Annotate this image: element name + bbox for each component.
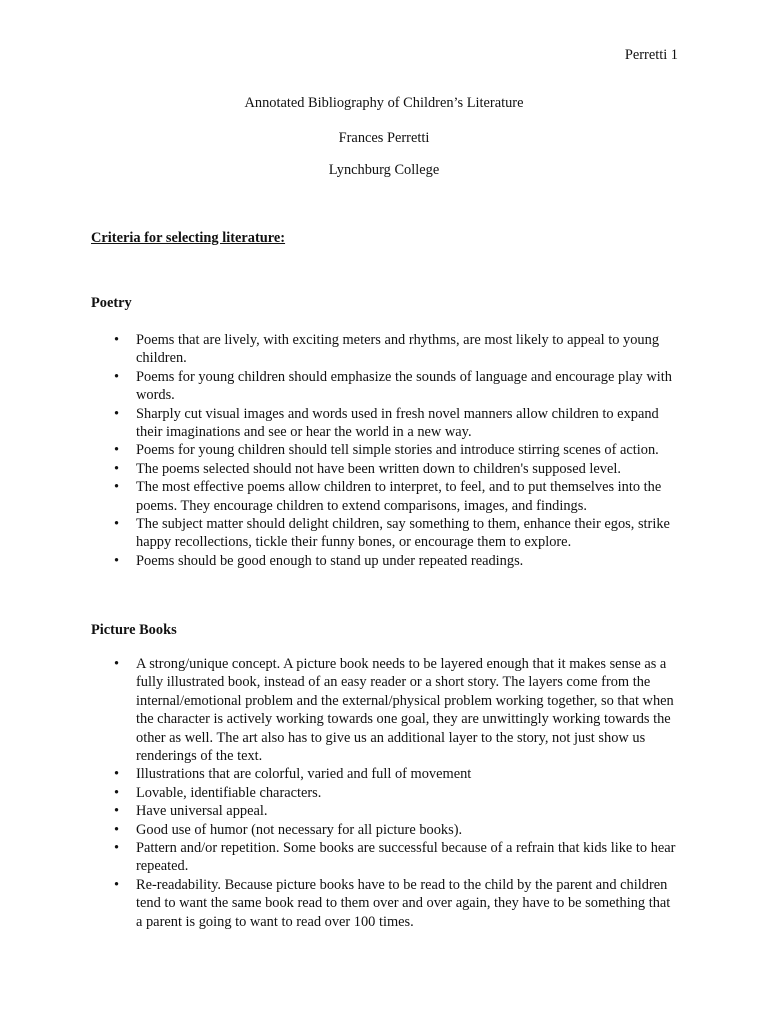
- bullet-icon: •: [114, 656, 120, 672]
- list-item: [0, 821, 768, 839]
- bullet-icon: •: [114, 766, 120, 783]
- bullet-icon: •: [114, 821, 120, 838]
- list-item-text: Good use of humor (not necessary for all picture books).: [136, 821, 463, 838]
- list-item: [0, 441, 768, 459]
- document-title: Annotated Bibliography of Children’s Literature: [244, 95, 524, 111]
- list-item: [0, 368, 768, 405]
- bullet-icon: •: [114, 840, 120, 857]
- list-item-text: Poems should be good enough to stand up under repeated readings.: [136, 552, 524, 569]
- list-item-text: Re-readability. Because picture books have to be read to the child by the parent and children tend to want the same book read to them over and over again, they have to be something that a parent is going to want to read over 100 times.: [136, 876, 671, 930]
- list-item: [0, 802, 768, 820]
- list-item: [0, 876, 768, 931]
- bullet-icon: •: [114, 368, 120, 385]
- picture-books-heading: Picture Books: [91, 622, 177, 638]
- list-item-text: The most effective poems allow children to interpret, to feel, and to put themselves into the poems. They encourage children to extend comparisons, images, and findings.: [136, 479, 662, 514]
- bullet-icon: •: [114, 460, 120, 477]
- bullet-icon: •: [114, 552, 120, 569]
- list-item: [0, 552, 768, 570]
- list-item-text: Illustrations that are colorful, varied and full of movement: [136, 766, 472, 783]
- list-item-text: Poems for young children should tell simple stories and introduce stirring scenes of action.: [136, 442, 659, 459]
- poetry-heading: Poetry: [91, 295, 132, 311]
- list-item: [0, 478, 768, 515]
- institution-name: Lynchburg College: [328, 162, 440, 178]
- list-item: [0, 515, 768, 552]
- bullet-icon: •: [114, 516, 120, 533]
- list-item-text: Poems that are lively, with exciting meters and rhythms, are most likely to appeal to young children.: [136, 332, 660, 367]
- list-item-text: The subject matter should delight children, say something to them, enhance their egos, strike happy recollections, tickle their funny bones, or encourage them to explore.: [136, 516, 670, 551]
- bullet-icon: •: [114, 479, 120, 496]
- author-name: Frances Perretti: [338, 130, 430, 146]
- list-item: [0, 655, 768, 765]
- list-item: [0, 460, 768, 478]
- bullet-icon: •: [114, 876, 120, 893]
- bullet-icon: •: [114, 442, 120, 459]
- bullet-icon: •: [114, 803, 120, 820]
- list-item: [0, 765, 768, 783]
- list-item-text: Poems for young children should emphasize the sounds of language and encourage play with words.: [136, 368, 672, 404]
- picture-books-criteria-list: [0, 655, 768, 931]
- list-item: [0, 784, 768, 802]
- criteria-heading: Criteria for selecting literature:: [91, 230, 286, 246]
- list-item: [0, 839, 768, 876]
- list-item: [0, 405, 768, 442]
- list-item-text: A strong/unique concept. A picture book needs to be layered enough that it makes sense as a fully illustrated book, instead of an easy reader or a short story. The layers come from the internal/emotional problem and the external/physical problem working together, so that when the character is actively working towards one goal, they are unwittingly working towards the other as well. The art also has to give us an additional layer to the story, not just show us renderings of the text.: [136, 656, 674, 765]
- bullet-icon: •: [114, 784, 120, 801]
- list-item-text: Sharply cut visual images and words used in fresh novel manners allow children to expand their imaginations and see or hear the world in a new way.: [136, 405, 659, 441]
- bullet-icon: •: [114, 332, 120, 348]
- list-item: [0, 331, 768, 368]
- page-number-header: Perretti 1: [624, 47, 678, 63]
- list-item-text: Pattern and/or repetition. Some books are successful because of a refrain that kids like to hear repeated.: [136, 840, 676, 875]
- list-item-text: Have universal appeal.: [136, 803, 268, 820]
- list-item-text: The poems selected should not have been written down to children's supposed level.: [136, 460, 621, 477]
- list-item-text: Lovable, identifiable characters.: [136, 784, 322, 801]
- poetry-criteria-list: [0, 331, 768, 570]
- bullet-icon: •: [114, 405, 120, 422]
